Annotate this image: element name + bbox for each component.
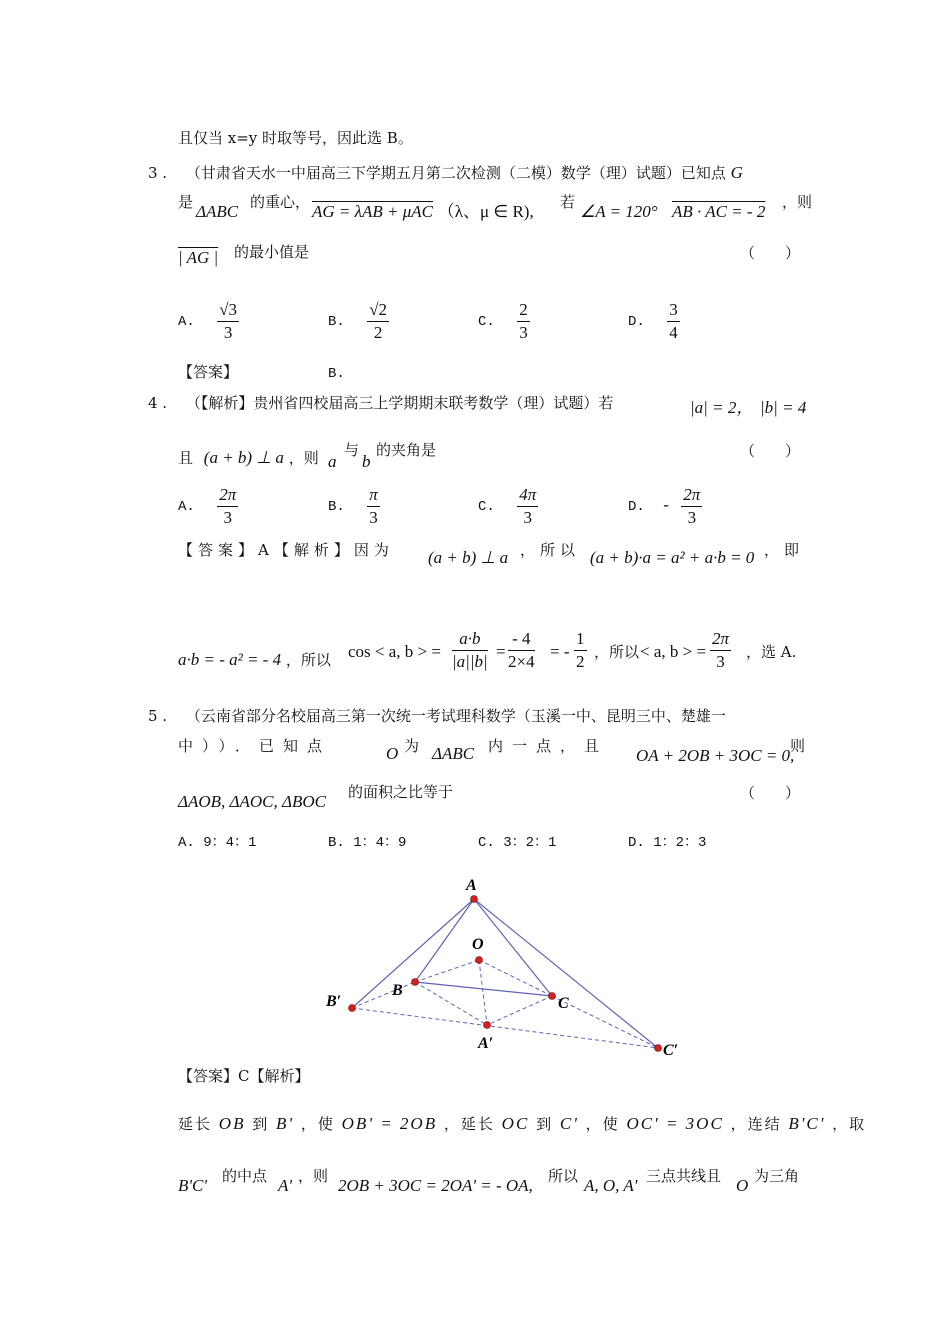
q3-opt-c-den: 3 [519, 323, 528, 342]
q3-ruo-text: 若 [560, 193, 576, 211]
q3-centroid-text [250, 192, 310, 212]
q4-answer-tag: 【答案】A【解析】因为 [178, 541, 394, 559]
label-b1: B′ [326, 993, 342, 1010]
q4-frac1-den: |a||b| [452, 652, 488, 671]
q3-option-c-frac [517, 299, 530, 344]
q4-frac1-num: a·b [452, 628, 488, 651]
q5-ze [790, 736, 805, 756]
q5-source: （云南省部分名校届高三第一次统一考试理科数学（玉溪一中、昆明三中、楚雄一 [185, 707, 726, 725]
q5-option-c[interactable]: C. 3：2：1 [478, 835, 557, 851]
q3-option-b-frac [367, 299, 389, 344]
q3-opt-b-num: √2 [367, 299, 389, 322]
q3-answer-letter: B. [328, 366, 345, 382]
q3-ag-abs: | AG | [178, 248, 219, 267]
q5-sol2-a [222, 1166, 267, 1186]
q4-opt-a-den: 3 [223, 508, 232, 527]
q5-sol1-b1: B' [276, 1114, 295, 1133]
q4-opt-c-den: 3 [523, 508, 532, 527]
q4-frac2-num: - 4 [508, 628, 535, 651]
q4-option-a[interactable] [178, 484, 238, 529]
q4-cos [348, 642, 441, 662]
dash-o-c [479, 960, 552, 996]
q4-opt-c-num: 4π [517, 484, 538, 507]
q5-sol1-eq1: OB' = 2OB [341, 1114, 438, 1133]
q4-angle-eq [640, 642, 706, 662]
q5-point-o: O [386, 744, 399, 763]
q3-ze-text: ，则 [782, 193, 813, 211]
q5-sol2-e-text: 为三角 [754, 1167, 800, 1185]
q3-opt-d-den: 4 [669, 323, 678, 342]
q4-opt-b-den: 3 [369, 508, 378, 527]
q5-sol1-bc: B'C' [788, 1114, 826, 1133]
q5-wei-text: 为 [404, 737, 420, 755]
label-c1: C′ [663, 1042, 679, 1059]
q5-line2-text: 中））．已知点 [178, 737, 332, 755]
q4-ans-eq [590, 548, 754, 568]
q4-option-c-label: C. [478, 499, 495, 516]
q4-suoyi-text: ，所以 [520, 541, 581, 559]
q3-paren: （ ） [740, 244, 801, 262]
q4-ans-eq-text: (a + b)·a = a² + a·b = 0 [590, 548, 755, 567]
q3-vector-eq [312, 202, 534, 222]
q3-option-a-label: A. [178, 314, 195, 331]
q4-answer-line [178, 540, 394, 560]
q4-header [148, 393, 613, 413]
q5-line3 [178, 792, 326, 812]
q4-option-d-frac [681, 484, 702, 529]
q5-header [148, 706, 726, 726]
q5-option-a[interactable]: A. 9：4：1 [178, 835, 257, 851]
label-c: C [558, 995, 569, 1012]
q4-number: 4 . [148, 394, 168, 412]
q4-option-a-label: A. [178, 499, 195, 516]
q4-option-b-frac [367, 484, 380, 529]
q5-sol2-a-text: 的中点 [222, 1167, 268, 1185]
q5-sol1-oc: OC [501, 1114, 530, 1133]
q3-opt-c-num: 2 [517, 299, 530, 322]
dash-b-o [415, 960, 479, 982]
q5-eq-text: OA + 2OB + 3OC = 0, [636, 746, 795, 765]
q5-sol1-g: ，连结 [730, 1115, 782, 1133]
point-b1 [349, 1005, 356, 1012]
q4-opt-d-den: 3 [687, 508, 697, 527]
q5-answer [178, 1066, 309, 1086]
q3-ruo [560, 192, 575, 212]
label-a1: A′ [478, 1035, 494, 1052]
q4-ans-perp-eq: (a + b) ⊥ a [428, 548, 509, 567]
q5-sol2-b [298, 1166, 328, 1186]
q5-eq [636, 746, 794, 766]
q3-opt-a-den: 3 [223, 323, 233, 342]
q4-perp: (a + b) ⊥ a [203, 448, 284, 467]
q4-source: （【解析】贵州省四校届高三上学期期末联考数学（理）试题）若 [185, 394, 614, 412]
q4-frac1-block [452, 628, 488, 673]
q5-line2b-text: 内一点，且 [488, 737, 609, 755]
q5-sol1-d: ，延长 [443, 1115, 495, 1133]
q4-frac4-den: 3 [716, 652, 725, 671]
q5-line2b [488, 736, 608, 756]
q3-line2 [178, 192, 193, 212]
q3-option-b[interactable] [328, 299, 389, 344]
q3-opt-a-num: √3 [217, 299, 239, 322]
q4-eq3-text: = - [550, 642, 570, 661]
q5-sol1 [178, 1114, 866, 1134]
q3-min-text: 的最小值是 [234, 243, 310, 261]
q5-sol2-eq-text: 2OB + 3OC = 2OA' = - OA, [338, 1176, 533, 1195]
q4-line-b [178, 650, 331, 670]
q5-sol2-eq [338, 1176, 533, 1196]
q4-ji [764, 540, 804, 560]
q5-ze-text: 则 [790, 737, 806, 755]
q5-tri [432, 744, 474, 764]
q3-option-a-frac [217, 299, 239, 344]
q5-paren: （ ） [740, 784, 801, 802]
q5-option-d[interactable]: D. 1：2：3 [628, 835, 707, 851]
q3-angle-eq: ∠A = 120° [580, 202, 658, 221]
q3-number: 3 . [148, 164, 168, 182]
q4-option-c-frac [517, 484, 538, 529]
dash-c-a1 [487, 996, 552, 1025]
q5-sol2-c [548, 1166, 578, 1186]
q4-opt-d-neg: - [663, 495, 669, 515]
q4-frac2-block [508, 628, 535, 673]
q4-angle-eq-text: < a, b > = [640, 642, 707, 661]
q5-sol2-pts-text: A, O, A' [584, 1176, 638, 1195]
q4-angle-text: 的夹角是 [376, 441, 437, 459]
q4-select [746, 642, 796, 662]
q4-b [362, 452, 371, 472]
q4-ab-eq: a·b = - a² = - 4 [178, 650, 282, 669]
q5-wei [404, 736, 419, 756]
q5-sol2-b-text: ，则 [298, 1167, 329, 1185]
q3-option-d-label: D. [628, 314, 645, 331]
q4-frac3-num: 1 [574, 628, 587, 651]
q5-number: 5 . [148, 707, 168, 725]
q5-answer-tag: 【答案】C【解析】 [178, 1067, 310, 1085]
q3-option-c[interactable] [478, 299, 530, 344]
q3-option-d[interactable] [628, 299, 680, 344]
q3-lambda-cond: （λ、μ ∈ R), [437, 202, 534, 221]
geometry-diagram [318, 872, 698, 1062]
q4-eq3 [550, 642, 570, 662]
q5-sol2-d-text: 三点共线且 [646, 1167, 722, 1185]
q5-sol1-f: ，使 [585, 1115, 620, 1133]
q4-select-text: ，选 A. [746, 643, 797, 661]
q5-line3-text [348, 782, 453, 802]
q4-ji-text: ，即 [764, 541, 805, 559]
q4-option-a-frac [217, 484, 238, 529]
q5-tri-abc: ΔABC [432, 744, 475, 763]
q3-option-b-label: B. [328, 314, 345, 331]
q3-dot-eq: AB · AC = - 2 [672, 202, 766, 221]
q4-option-d[interactable] [628, 484, 702, 529]
point-a1 [484, 1022, 491, 1029]
q5-sol2-a1-text: A' [278, 1176, 293, 1195]
q5-option-b[interactable]: B. 1：4：9 [328, 835, 407, 851]
q3-answer-tag: 【答案】 [178, 363, 239, 381]
dash-b1-b [352, 982, 415, 1008]
q3-line3 [178, 248, 218, 268]
q5-sol1-h: ，取 [832, 1115, 867, 1133]
q5-line2 [178, 736, 331, 756]
q3-answer-value [328, 362, 345, 384]
label-b: B [392, 982, 403, 999]
q3-answer [178, 362, 238, 382]
q3-triangle [196, 202, 238, 222]
point-c1 [655, 1045, 662, 1052]
line-a-b1 [352, 899, 474, 1008]
q3-vec-eq: AG = λAB + μAC [312, 202, 433, 221]
q4-yu [344, 440, 359, 460]
q4-eq2-text: = [496, 642, 506, 661]
q4-a [328, 452, 337, 472]
q4-qie: 且 [178, 449, 194, 467]
q5-sol1-ob: OB [218, 1114, 246, 1133]
q4-suoyi-3-text: ，所以 [594, 643, 640, 661]
dash-o-a1 [479, 960, 487, 1025]
q4-option-d-label: D. [628, 499, 645, 516]
q3-option-c-label: C. [478, 314, 495, 331]
line-a-c1 [474, 899, 658, 1048]
q4-suoyi-3 [594, 642, 639, 662]
q3-line3-text [234, 242, 309, 262]
q4-opt-d-num: 2π [681, 484, 702, 507]
q4-frac1 [452, 628, 488, 673]
q5-sol2-o-text: O [736, 1176, 749, 1195]
q4-cond2 [760, 398, 806, 418]
q5-sol2-bc [178, 1176, 207, 1196]
q4-line2 [178, 448, 319, 468]
q4-frac4-block [710, 628, 731, 673]
point-o [476, 957, 483, 964]
q4-frac3-den: 2 [576, 652, 585, 671]
q3-option-a[interactable] [178, 299, 239, 344]
q4-frac2-den: 2×4 [508, 652, 535, 671]
q5-area-text: 的面积之比等于 [348, 783, 454, 801]
q3-opt-d-num: 3 [667, 299, 680, 322]
q4-cond-b: |b| = 4 [760, 398, 807, 417]
q5-sol1-e: 到 [536, 1115, 554, 1133]
q3-source: （甘肃省天水一中届高三下学期五月第二次检测（二模）数学（理）试题）已知点 [185, 164, 726, 182]
q5-sol2-bc-text: B'C' [178, 1176, 207, 1195]
q5-sol2-pts [584, 1176, 637, 1196]
q4-suoyi [520, 540, 580, 560]
q5-sol1-b: 到 [252, 1115, 270, 1133]
q4-eq2 [496, 642, 506, 662]
q3-ze [782, 192, 812, 212]
q5-sol1-eq2: OC' = 3OC [626, 1114, 724, 1133]
q3-tri-abc: ΔABC [196, 202, 239, 221]
q3-point-g: G [730, 163, 743, 182]
q4-ze: ，则 [288, 449, 319, 467]
q5-sol2-c-text: 所以 [548, 1167, 579, 1185]
point-c [549, 993, 556, 1000]
label-a: A [466, 877, 477, 894]
q4-opt-a-num: 2π [217, 484, 238, 507]
intro-line: 且仅当 x=y 时取等号，因此选 B。 [178, 129, 413, 147]
q4-frac4-num: 2π [710, 628, 731, 651]
q5-o [386, 744, 398, 764]
dash-b1-c1 [352, 1008, 658, 1048]
q4-option-b-label: B. [328, 499, 345, 516]
q4-cos-text: cos < a, b > = [348, 642, 441, 661]
line-a-b [415, 899, 474, 982]
q4-option-c[interactable] [478, 484, 538, 529]
q5-sol2-d [646, 1166, 721, 1186]
q3-angle [580, 202, 658, 222]
q3-option-d-frac [667, 299, 680, 344]
q4-ans-perp [428, 548, 508, 568]
q5-sol2-a1 [278, 1176, 292, 1196]
q4-cond-a: |a| = 2， [690, 398, 754, 417]
q4-suoyi-2: ，所以 [285, 651, 331, 669]
q4-opt-b-num: π [367, 484, 380, 507]
q4-cond1 [690, 398, 753, 418]
q3-opt-b-den: 2 [373, 323, 383, 342]
q4-frac4 [710, 628, 731, 673]
q5-sol1-a: 延长 [178, 1115, 213, 1133]
q4-frac3 [574, 628, 587, 673]
q4-vec-b: b [362, 452, 371, 471]
q5-sol2-e [754, 1166, 799, 1186]
q4-yu-text: 与 [344, 441, 360, 459]
q5-triangles: ΔAOB, ΔAOC, ΔBOC [178, 792, 326, 811]
q4-line2-c [376, 440, 436, 460]
q3-header [148, 163, 743, 183]
q4-option-b[interactable] [328, 484, 380, 529]
q4-frac2 [508, 628, 535, 673]
q4-vec-a: a [328, 452, 337, 471]
q4-frac3-block [574, 628, 587, 673]
label-o: O [472, 936, 484, 953]
point-b [412, 979, 419, 986]
line-a-c [474, 899, 552, 996]
q5-sol1-c: ，使 [300, 1115, 335, 1133]
q3-dot [672, 202, 765, 222]
q4-paren: （ ） [740, 442, 801, 460]
q3-centroid-label: 的重心， [250, 193, 311, 211]
q5-sol2-o [736, 1176, 748, 1196]
q5-sol1-c1: C' [559, 1114, 579, 1133]
point-a [471, 896, 478, 903]
q3-line2-text: 是 [178, 193, 194, 211]
